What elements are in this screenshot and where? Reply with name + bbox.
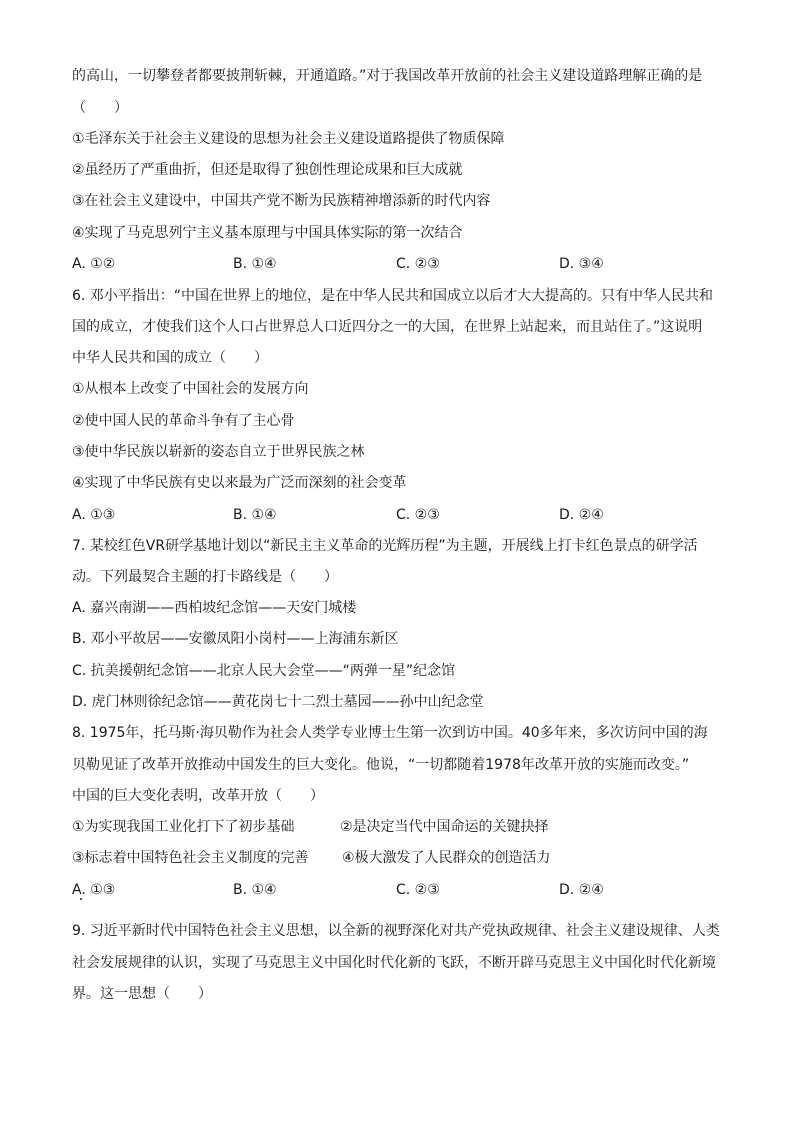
q8-options xyxy=(72,880,732,900)
q6-item-2: ②使中国人民的革命斗争有了主心骨 xyxy=(72,413,295,429)
q6-item-3: ③使中华民族以崭新的姿态自立于世界民族之林 xyxy=(72,444,365,460)
q5-option-b: B. ①④ xyxy=(233,256,277,272)
q6-options xyxy=(72,505,732,525)
q5-option-d: D. ③④ xyxy=(559,256,604,272)
q8-option-b: B. ①④ xyxy=(233,882,277,898)
q7-option-b: B. 邓小平故居——安徽凤阳小岗村——上海浦东新区 xyxy=(72,631,399,647)
q6-option-b: B. ①④ xyxy=(233,507,277,523)
q7-stem-line-2: 动。下列最契合主题的打卡路线是（ ） xyxy=(72,569,338,585)
q8-option-d: D. ②④ xyxy=(559,882,604,898)
q6-item-4: ④实现了中华民族有史以来最为广泛而深刻的社会变革 xyxy=(72,475,407,491)
q6-item-1: ①从根本上改变了中国社会的发展方向 xyxy=(72,381,309,397)
q5-stem-line-2: （ ） xyxy=(72,100,128,116)
q7-option-d: D. 虎门林则徐纪念馆——黄花岗七十二烈士墓园——孙中山纪念堂 xyxy=(72,694,484,710)
q8-stem-line-2: 贝勒见证了改革开放推动中国发生的巨大变化。他说，“一切都随着1978年改革开放的实施而改变。” xyxy=(72,757,690,773)
q8-item-2: ②是决定当代中国命运的关键抉择 xyxy=(340,819,549,835)
q9-stem-line-1: 9. 习近平新时代中国特色社会主义思想，以全新的视野深化对共产党执政规律、社会主义建设规律、人类 xyxy=(72,923,720,939)
q8-stem-line-3: 中国的巨大变化表明，改革开放（ ） xyxy=(72,788,324,804)
q7-option-a: A. 嘉兴南湖——西柏坡纪念馆——天安门城楼 xyxy=(72,600,357,616)
q8-option-c: C. ②③ xyxy=(396,882,440,898)
q8-option-a: A. ①③ xyxy=(72,882,116,898)
stray-dot-mark xyxy=(80,898,82,900)
q8-items-row-2 xyxy=(72,848,732,868)
q6-option-c: C. ②③ xyxy=(396,507,440,523)
q5-item-3: ③在社会主义建设中，中国共产党不断为民族精神增添新的时代内容 xyxy=(72,193,491,209)
q8-item-3: ③标志着中国特色社会主义制度的完善 xyxy=(72,850,309,866)
q5-item-2: ②虽经历了严重曲折，但还是取得了独创性理论成果和巨大成就 xyxy=(72,162,463,178)
q8-stem-line-1: 8. 1975年，托马斯·海贝勒作为社会人类学专业博士生第一次到访中国。40多年来，多次访问中国的海 xyxy=(72,725,708,741)
q6-stem-line-2: 国的成立，才使我们这个人口占世界总人口近四分之一的大国，在世界上站起来，而且站住了。”这说明 xyxy=(72,319,703,335)
q5-option-c: C. ②③ xyxy=(396,256,440,272)
q6-option-a: A. ①③ xyxy=(72,507,116,523)
q9-stem-line-3: 界。这一思想（ ） xyxy=(72,986,212,1002)
q7-stem-line-1: 7. 某校红色VR研学基地计划以“新民主主义革命的光辉历程”为主题，开展线上打卡红色景点的研学活 xyxy=(72,538,698,554)
q5-option-a: A. ①② xyxy=(72,256,116,272)
q5-options xyxy=(72,254,732,274)
q7-option-c: C. 抗美援朝纪念馆——北京人民大会堂——“两弹一星”纪念馆 xyxy=(72,663,456,679)
q6-option-d: D. ②④ xyxy=(559,507,604,523)
q6-stem-line-1: 6. 邓小平指出：“中国在世界上的地位，是在中华人民共和国成立以后才大大提高的。只有中华人民共和 xyxy=(72,288,714,304)
q5-item-1: ①毛泽东关于社会主义建设的思想为社会主义建设道路提供了物质保障 xyxy=(72,131,505,147)
q5-item-4: ④实现了马克思列宁主义基本原理与中国具体实际的第一次结合 xyxy=(72,225,463,241)
q8-item-4: ④极大激发了人民群众的创造活力 xyxy=(342,850,551,866)
q8-items-row-1 xyxy=(72,817,732,837)
q8-item-1: ①为实现我国工业化打下了初步基础 xyxy=(72,819,295,835)
q9-stem-line-2: 社会发展规律的认识，实现了马克思主义中国化时代化新的飞跃，不断开辟马克思主义中国化时代化新境 xyxy=(72,955,716,971)
q6-stem-line-3: 中华人民共和国的成立（ ） xyxy=(72,350,268,366)
q5-stem-line-1: 的高山，一切攀登者都要披荆斩棘，开通道路。”对于我国改革开放前的社会主义建设道路理解正确的是 xyxy=(72,68,703,84)
